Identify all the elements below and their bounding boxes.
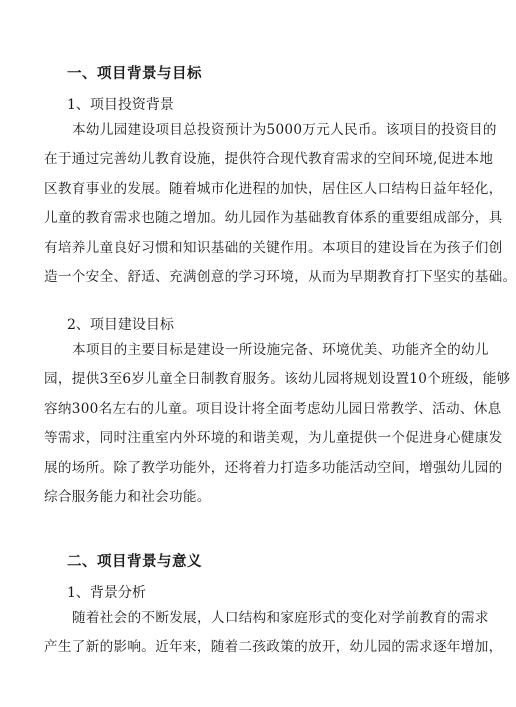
section-1-heading: 一、项目背景与目标	[67, 65, 202, 82]
paragraph-line: 在于通过完善幼儿教育设施，提供符合现代教育需求的空间环境,促进本地	[44, 151, 494, 168]
section-1-sub-1-title: 1、项目投资背景	[67, 97, 174, 113]
paragraph-line: 儿童的教育需求也随之增加。幼儿园作为基础教育体系的重要组成部分，具	[44, 210, 503, 227]
section-1-sub-2-title: 2、项目建设目标	[67, 317, 174, 333]
paragraph-line: 产生了新的影响。近年来，随着二孩政策的放开，幼儿园的需求逐年增加，	[44, 639, 503, 656]
paragraph-line: 区教育事业的发展。随着城市化进程的加快，居住区人口结构日益年轻化，	[44, 180, 503, 197]
paragraph-line: 有培养儿童良好习惯和知识基础的关键作用。本项目的建设旨在为孩子们创	[44, 239, 503, 256]
paragraph-line: 园，提供3至6岁儿童全日制教育服务。该幼儿园将规划设置10个班级，能够	[44, 371, 511, 388]
section-2-heading: 二、项目背景与意义	[67, 553, 202, 570]
investment-background-paragraph	[44, 116, 516, 292]
paragraph-line: 等需求，同时注重室内外环境的和谐美观，为儿童提供一个促进身心健康发	[44, 430, 503, 447]
paragraph-line: 容纳300名左右的儿童。项目设计将全面考虑幼儿园日常教学、活动、休息	[44, 400, 502, 417]
paragraph-line: 展的场所。除了教学功能外，还将着力打造多功能活动空间，增强幼儿园的	[44, 459, 503, 476]
paragraph-line: 随着社会的不断发展，人口结构和家庭形式的变化对学前教育的需求	[72, 610, 489, 626]
construction-goal-paragraph	[44, 336, 511, 512]
paragraph-line: 本幼儿园建设项目总投资预计为5000万元人民币。该项目的投资目的	[72, 122, 497, 138]
background-analysis-paragraph	[44, 604, 503, 663]
paragraph-line: 综合服务能力和社会功能。	[44, 489, 211, 506]
paragraph-line: 本项目的主要目标是建设一所设施完备、环境优美、功能齐全的幼儿	[72, 342, 489, 358]
paragraph-line: 造一个安全、舒适、充满创意的学习环境，从而为早期教育打下坚实的基础。	[44, 269, 516, 286]
section-2-sub-1-title: 1、背景分析	[67, 585, 146, 601]
